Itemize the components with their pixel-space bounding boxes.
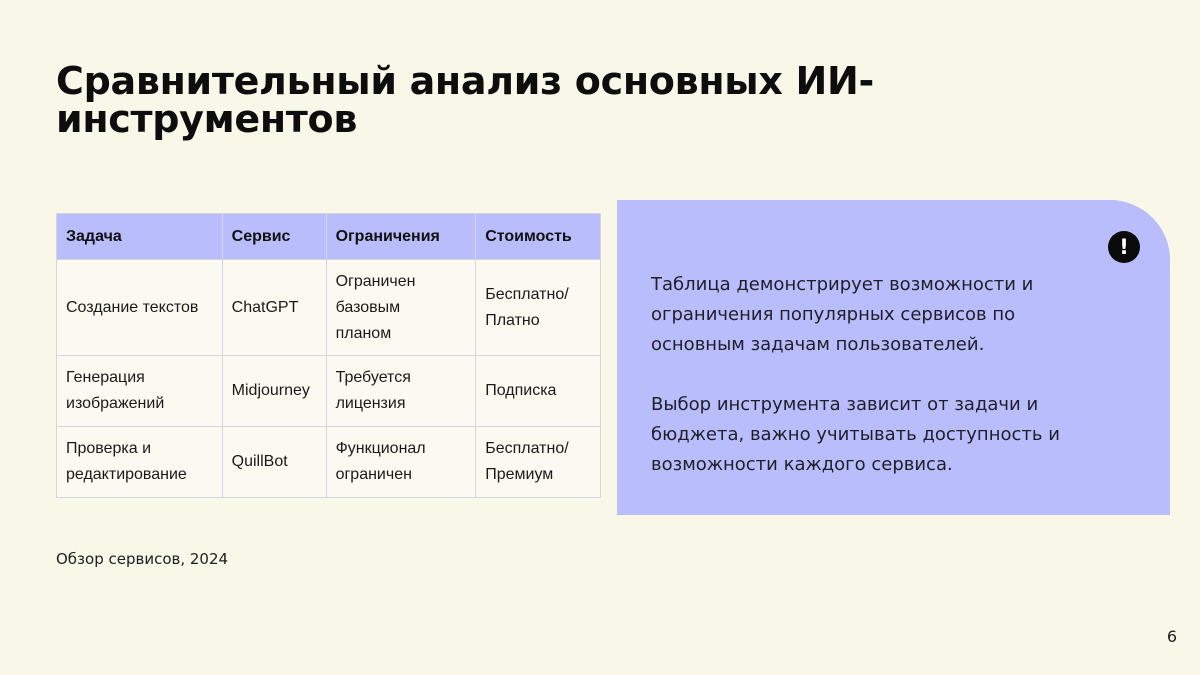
callout-line: Выбор инструмента зависит от задачи и — [651, 394, 1039, 415]
callout-paragraph-1 — [651, 270, 1121, 360]
callout-text — [651, 270, 1121, 480]
cell-line: изображений — [66, 395, 165, 412]
source-note: Обзор сервисов, 2024 — [56, 550, 229, 568]
callout-paragraph-2 — [651, 390, 1121, 480]
cell-line: ограничен — [335, 466, 412, 483]
cell-line: планом — [335, 324, 392, 342]
cell-line: Бесплатно/ — [485, 440, 569, 457]
callout-line: Таблица демонстрирует возможности и — [651, 274, 1034, 295]
table-row — [57, 260, 601, 356]
comparison-table — [56, 213, 601, 498]
table-row — [57, 356, 601, 427]
header-service: Сервис — [222, 214, 326, 260]
cell-line: Проверка и — [66, 440, 152, 457]
cell-task — [57, 356, 223, 427]
slide-title-line-1: Сравнительный анализ основных ИИ- — [56, 59, 874, 103]
cell-line: Функционал — [335, 440, 426, 457]
header-limits: Ограничения — [326, 214, 476, 260]
cell-line: Бесплатно/ — [485, 285, 569, 303]
cell-text: Подписка — [485, 382, 557, 399]
slide-title — [56, 59, 956, 141]
cell-service — [222, 427, 326, 498]
header-task: Задача — [57, 214, 223, 260]
callout-line: бюджета, важно учитывать доступность и — [651, 424, 1060, 445]
table-header-row — [57, 214, 601, 260]
cell-line: Требуется — [335, 369, 411, 386]
cell-service — [222, 356, 326, 427]
cell-text: Создание текстов — [66, 298, 199, 316]
callout-line: основным задачам пользователей. — [651, 334, 985, 355]
cell-line: базовым — [335, 298, 401, 316]
cell-limits — [326, 260, 476, 356]
cell-text: ChatGPT — [231, 298, 299, 316]
cell-line: редактирование — [66, 466, 187, 483]
cell-text: QuillBot — [231, 453, 288, 470]
cell-cost — [476, 356, 601, 427]
table-row — [57, 427, 601, 498]
callout-line: ограничения популярных сервисов по — [651, 304, 1016, 325]
cell-limits — [326, 356, 476, 427]
slide-title-line-2: инструментов — [56, 97, 358, 141]
info-callout — [617, 200, 1170, 515]
cell-line: лицензия — [335, 395, 406, 412]
cell-line: Платно — [485, 311, 540, 329]
cell-cost — [476, 427, 601, 498]
cell-service — [222, 260, 326, 356]
header-cost: Стоимость — [476, 214, 601, 260]
cell-line: Генерация — [66, 369, 145, 386]
cell-cost — [476, 260, 601, 356]
cell-limits — [326, 427, 476, 498]
cell-task — [57, 260, 223, 356]
callout-line: возможности каждого сервиса. — [651, 454, 953, 475]
page-number: 6 — [1166, 627, 1177, 646]
cell-line: Премиум — [485, 466, 554, 483]
exclamation-icon: ! — [1108, 231, 1140, 263]
cell-task — [57, 427, 223, 498]
cell-text: Midjourney — [231, 382, 310, 399]
comparison-table-container — [56, 213, 601, 498]
cell-line: Ограничен — [335, 272, 416, 290]
